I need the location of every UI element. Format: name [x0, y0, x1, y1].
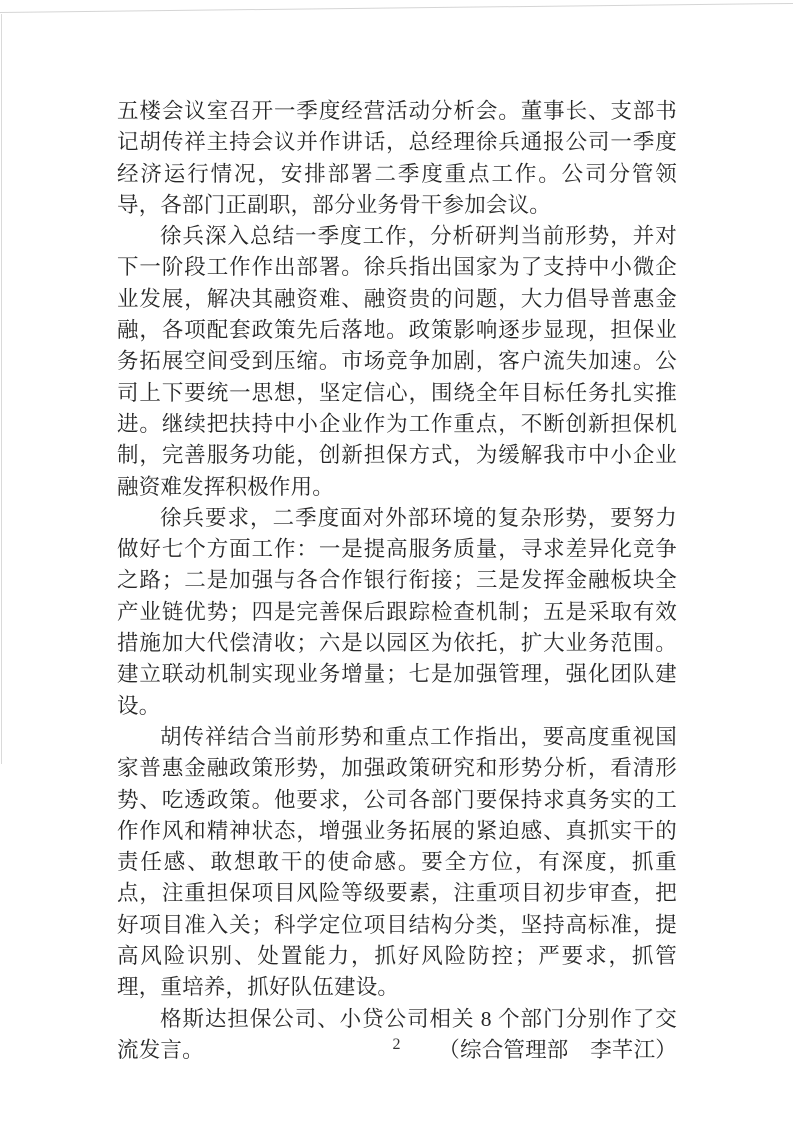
paragraph-xubing-requirements: 徐兵要求，二季度面对外部环境的复杂形势，要努力做好七个方面工作：一是提高服务质量，寻求差异化竞争之路；二是加强与各合作银行衔接；三是发挥金融板块全产业链优势；四是完善保后跟踪检查机制；五是采取有效措施加大代偿清收；六是以园区为依托，扩大业务范围。建立联动机制实现业务增量；七是加强管理，强化团队建设。 [117, 505, 677, 718]
paragraph-xubing-summary: 徐兵深入总结一季度工作，分析研判当前形势，并对下一阶段工作作出部署。徐兵指出国家为了支持中小微企业发展，解决其融资难、融资贵的问题，大力倡导普惠金融，各项配套政策先后落地。政策影响逐步显现，担保业务拓展空间受到压缩。市场竞争加剧，客户流失加速。公司上下要统一思想，坚定信心，围绕全年目标任务扎实推进。继续把扶持中小企业作为工作重点，不断创新担保机制，完善服务功能，创新担保方式，为缓解我市中小企业融资难发挥积极作用。 [117, 224, 677, 499]
paragraph-huchuanxiang-remarks: 胡传祥结合当前形势和重点工作指出，要高度重视国家普惠金融政策形势，加强政策研究和形势分析，看清形势、吃透政策。他要求，公司各部门要保持求真务实的工作作风和精神状态，增强业务拓展的紧迫感、真抓实干的责任感、敢想敢干的使命感。要全方位，有深度，抓重点，注重担保项目风险等级要素，注重项目初步审查，把好项目准入关；科学定位项目结构分类，坚持高标准，提高风险识别、处置能力，抓好风险防控；严要求，抓管理，重培养，抓好队伍建设。 [117, 724, 677, 1000]
document-body [117, 96, 677, 1066]
page-footer [0, 1036, 793, 1054]
attribution-byline: （综合管理部 李芊江） [438, 1037, 677, 1062]
page-number: 2 [392, 1036, 401, 1053]
closing-text: 格斯达担保公司、小贷公司相关 8 个部门分别作了交流发言。 [117, 1006, 677, 1062]
closing-paragraph [117, 1004, 677, 1067]
scan-artifact-top-line [0, 3, 793, 13]
scan-artifact-left-line [1, 14, 2, 764]
paragraph-continuation: 五楼会议室召开一季度经营活动分析会。董事长、支部书记胡传祥主持会议并作讲话，总经理徐兵通报公司一季度经济运行情况，安排部署二季度重点工作。公司分管领导，各部门正副职，部分业务骨干参加会议。 [117, 99, 677, 217]
